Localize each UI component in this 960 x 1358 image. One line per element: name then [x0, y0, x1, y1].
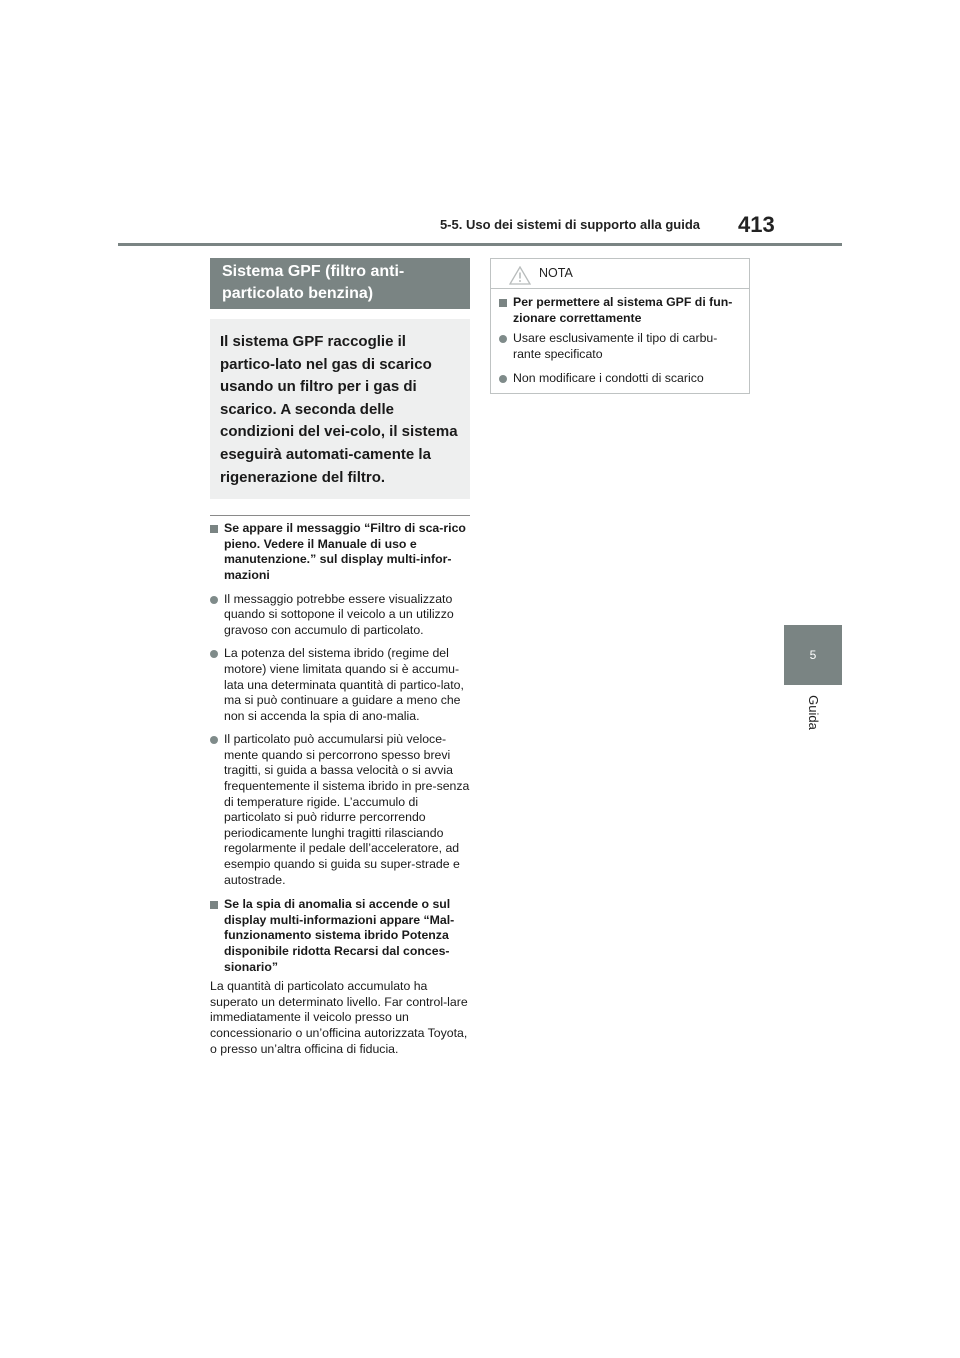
paragraph: La quantità di particolato accumulato ha superato un determinato livello. Far control-lare immediatamente il veicolo presso un concessionario o un’officina autorizzata Toyota, o presso un’altra officina di fiducia.: [210, 979, 468, 1056]
note-item-text: Non modificare i condotti di scarico: [513, 371, 704, 386]
subheading-malfunction: [210, 897, 470, 975]
right-column: [490, 258, 750, 394]
subheading-filter-message: [210, 521, 470, 583]
square-bullet-icon: [499, 299, 507, 307]
circle-bullet-icon: [499, 375, 507, 383]
section-title: [210, 258, 470, 309]
list-item-text: La potenza del sistema ibrido (regime del motore) viene limitata quando si è accumu-lata una determinata quantità di partico-lato, ma si può continuare a guidare a meno che non si accenda la spia di ano-malia.: [224, 646, 464, 723]
subheading-text: Se la spia di anomalia si accende o sul display multi-informazioni appare “Mal-funzionamento sistema ibrido Potenza disponibile ridotta Recarsi dal conces-sionario”: [224, 897, 455, 974]
note-item-text: Usare esclusivamente il tipo di carbu-rante specificato: [513, 331, 718, 361]
note-header: [491, 259, 749, 289]
header-rule: [118, 243, 842, 246]
section-title-line1: Sistema GPF (filtro anti-: [222, 263, 405, 280]
subheading-text: Se appare il messaggio “Filtro di sca-rico pieno. Vedere il Manuale di uso e manutenzione.” sul display multi-infor-mazioni: [224, 521, 466, 582]
circle-bullet-icon: [210, 736, 218, 744]
note-item: [499, 371, 741, 387]
body-content: [210, 521, 470, 1057]
note-label: NOTA: [539, 266, 573, 280]
list-item-text: Il messaggio potrebbe essere visualizzato quando si sottopone il veicolo a un utilizzo gravoso con accumulo di particolato.: [224, 591, 454, 637]
list-item: [210, 592, 470, 639]
note-box: [490, 258, 750, 394]
header-section-title: 5-5. Uso dei sistemi di supporto alla guida: [439, 217, 700, 232]
left-column: [210, 258, 470, 1057]
circle-bullet-icon: [210, 596, 218, 604]
section-title-line2: particolato benzina): [222, 285, 374, 302]
intro-box: Il sistema GPF raccoglie il partico-lato nel gas di scarico usando un filtro per i gas di scarico. A seconda delle condizioni del vei-colo, il sistema eseguirà automati-camente la rigenerazione del filtro.: [210, 319, 470, 499]
divider: [210, 515, 470, 516]
page-number: 413: [738, 212, 775, 237]
square-bullet-icon: [210, 901, 218, 909]
circle-bullet-icon: [499, 335, 507, 343]
note-heading-text: Per permettere al sistema GPF di fun-zionare correttamente: [513, 295, 733, 325]
note-body: [491, 289, 749, 393]
chapter-label: [784, 692, 842, 732]
warning-icon: [509, 266, 531, 285]
list-item: [210, 646, 470, 724]
square-bullet-icon: [210, 525, 218, 533]
list-item: [210, 732, 470, 888]
chapter-tab: 5: [784, 625, 842, 685]
list-item-text: Il particolato può accumularsi più veloce-mente quando si percorrono spesso brevi tragitti, si guida a bassa velocità o si avvia frequentemente il sistema ibrido in pre-senza di temperature rigide. L’accumulo di particolato si può ridurre percorrendo periodicamente lunghi tragitti rilasciando regolarmente il pedale dell’acceleratore, ad esempio quando si guida su super-strade e autostrade.: [224, 732, 470, 887]
chapter-label-text: Guida: [805, 694, 821, 730]
circle-bullet-icon: [210, 650, 218, 658]
note-item: [499, 331, 741, 362]
note-heading: [499, 295, 741, 326]
